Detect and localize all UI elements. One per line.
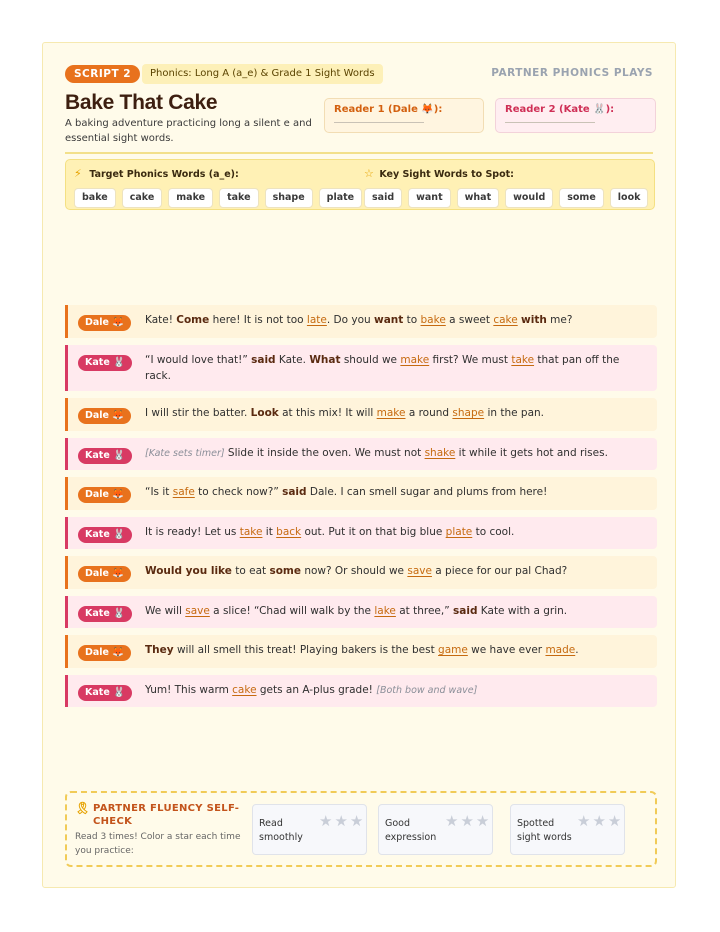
reader-2-box[interactable] (495, 98, 656, 133)
sight-word-chip: some (559, 188, 604, 208)
star-icon[interactable]: ★ (577, 812, 593, 830)
plain-text: a sweet (445, 314, 494, 326)
line-text (145, 407, 544, 419)
plain-text: . (575, 644, 579, 656)
sight-word: Look (250, 407, 279, 419)
plain-text: we have ever (467, 644, 546, 656)
phonics-word: back (276, 526, 302, 538)
sight-word-chip: said (364, 188, 402, 208)
phonics-word: game (438, 644, 468, 656)
speaker-badge: Dale 🦊 (78, 487, 131, 503)
phonics-word: lake (374, 605, 396, 617)
speaker-badge: Kate 🐰 (78, 527, 132, 543)
stage-direction: [Kate sets timer] (145, 448, 225, 459)
skill-label: Good expression (385, 818, 437, 843)
phonics-word: take (511, 354, 535, 366)
plain-text: “I would love that!” (145, 354, 252, 366)
line-text (145, 605, 567, 617)
reader-1-label: Reader 1 (Dale 🦊): (334, 104, 443, 115)
line-text (145, 565, 567, 577)
sight-word: Come (176, 314, 210, 326)
plain-text: that pan off the rack. (145, 354, 620, 382)
speaker-badge: Kate 🐰 (78, 448, 132, 464)
sight-word-chip: would (505, 188, 553, 208)
line-text (145, 684, 477, 696)
phonics-word-chip: shape (265, 188, 313, 208)
plain-text: . Do you (326, 314, 375, 326)
reader-2-label: Reader 2 (Kate 🐰): (505, 104, 615, 115)
sight-word-chip: look (610, 188, 649, 208)
plain-text: a round (405, 407, 453, 419)
phonics-word: make (400, 354, 430, 366)
line-text (145, 447, 608, 459)
worksheet-page (42, 42, 676, 888)
line-text (145, 354, 619, 382)
dialogue-line (65, 305, 657, 338)
star-icon[interactable]: ★ (319, 812, 335, 830)
dialogue-line (65, 556, 657, 589)
skill-label: Read smoothly (259, 818, 303, 843)
plain-text: out. Put it on that big blue (301, 526, 446, 538)
top-bar (65, 64, 653, 84)
line-text (145, 526, 514, 538)
sight-word: some (269, 565, 301, 577)
plain-text: in the pan. (484, 407, 545, 419)
plain-text: Kate with a grin. (477, 605, 568, 617)
plain-text: now? Or should we (301, 565, 408, 577)
plain-text: it (262, 526, 277, 538)
ribbon-icon: 🎗 (75, 801, 91, 815)
plain-text: Slide it inside the oven. We must not (224, 447, 425, 459)
sight-word: They (145, 644, 174, 656)
self-check-description: Read 3 times! Color a star each time you practice: (75, 832, 241, 856)
sight-word: want (374, 314, 404, 326)
star-icon[interactable]: ★ (445, 812, 461, 830)
dialogue-line (65, 477, 657, 510)
line-text (145, 644, 579, 656)
phonics-word-chip: bake (74, 188, 116, 208)
speaker-badge: Dale 🦊 (78, 645, 131, 661)
fluency-self-check (65, 791, 657, 867)
plain-text: to eat (231, 565, 270, 577)
page-title: Bake That Cake (65, 91, 218, 114)
phonics-word: shape (452, 407, 485, 419)
phonics-word: make (376, 407, 406, 419)
skill-label: Spotted sight words (517, 818, 572, 843)
plain-text: at this mix! It will (278, 407, 377, 419)
phonics-word: safe (172, 486, 195, 498)
plain-text: a piece for our pal Chad? (431, 565, 568, 577)
plain-text: “Is it (145, 486, 173, 498)
star-rating (319, 812, 366, 830)
self-check-skill (378, 804, 493, 855)
dialogue-line (65, 438, 657, 470)
speaker-badge: Kate 🐰 (78, 355, 132, 371)
phonics-words-section (74, 168, 368, 208)
dialogue-script (65, 305, 657, 714)
brand-label: PARTNER PHONICS PLAYS (491, 67, 653, 79)
self-check-skill (510, 804, 625, 855)
sight-word: said (251, 354, 276, 366)
speaker-badge: Kate 🐰 (78, 685, 132, 701)
plain-text: gets an A-plus grade! (256, 684, 377, 696)
star-rating (577, 812, 624, 830)
speaker-badge: Dale 🦊 (78, 566, 131, 582)
sight-word: What (309, 354, 341, 366)
sight-word: said (453, 605, 478, 617)
phonics-word: take (239, 526, 263, 538)
sight-word: said (282, 486, 307, 498)
plain-text: I will stir the batter. (145, 407, 251, 419)
dialogue-line (65, 635, 657, 668)
phonics-word-chip: make (168, 188, 213, 208)
lightning-icon: ⚡ (74, 167, 82, 180)
word-bank-panel (65, 159, 655, 210)
reader-2-name-line[interactable] (505, 122, 595, 123)
plain-text: Kate. (275, 354, 310, 366)
plain-text: should we (340, 354, 401, 366)
plain-text: a slice! “Chad will walk by the (209, 605, 375, 617)
plain-text: Kate! (145, 314, 177, 326)
phonics-heading: Target Phonics Words (a_e): (89, 169, 239, 180)
dialogue-line (65, 675, 657, 707)
plain-text: to (403, 314, 421, 326)
star-icon[interactable]: ★ (475, 812, 492, 830)
plain-text: at three,” (395, 605, 454, 617)
phonics-word: save (185, 605, 210, 617)
star-rating (445, 812, 492, 830)
star-icon[interactable]: ★ (334, 812, 350, 830)
star-icon: ☆ (364, 167, 374, 180)
star-icon[interactable]: ★ (607, 812, 624, 830)
star-icon[interactable]: ★ (592, 812, 608, 830)
page-subtitle: A baking adventure practicing long a silent e and essential sight words. (65, 118, 312, 144)
plain-text: to check now?” (194, 486, 283, 498)
phonics-word-chip: cake (122, 188, 163, 208)
phonics-word-chip: plate (319, 188, 362, 208)
plain-text: it while it gets hot and rises. (455, 447, 608, 459)
reader-1-name-line[interactable] (334, 122, 424, 123)
self-check-skill (252, 804, 367, 855)
sight-word-chip: what (457, 188, 500, 208)
dialogue-line (65, 517, 657, 549)
dialogue-line (65, 345, 657, 391)
plain-text: We will (145, 605, 186, 617)
phonics-word: bake (420, 314, 446, 326)
sight-word-chip: want (408, 188, 451, 208)
speaker-badge: Dale 🦊 (78, 408, 131, 424)
header-divider (65, 152, 653, 154)
phonics-word: shake (424, 447, 456, 459)
dialogue-line (65, 398, 657, 431)
plain-text: Yum! This warm (145, 684, 233, 696)
plain-text: It is ready! Let us (145, 526, 240, 538)
sight-words-section (364, 168, 654, 208)
plain-text: here! It is not too (209, 314, 307, 326)
sight-word: with (521, 314, 547, 326)
star-icon[interactable]: ★ (349, 812, 366, 830)
sight-heading: Key Sight Words to Spot: (379, 169, 514, 180)
plain-text: will all smell this treat! Playing bakers is the best (173, 644, 439, 656)
speaker-badge: Dale 🦊 (78, 315, 131, 331)
self-check-title: PARTNER FLUENCY SELF-CHECK (93, 803, 240, 827)
phonics-word: plate (445, 526, 473, 538)
dialogue-line (65, 596, 657, 628)
plain-text: me? (546, 314, 573, 326)
sight-word: Would you like (145, 565, 232, 577)
sight-chip-list (364, 185, 654, 208)
line-text (145, 486, 547, 498)
reader-1-box[interactable] (324, 98, 484, 133)
stage-direction: [Both bow and wave] (376, 685, 478, 696)
star-icon[interactable]: ★ (460, 812, 476, 830)
topic-tag: Phonics: Long A (a_e) & Grade 1 Sight Words (142, 64, 383, 84)
phonics-word-chip: take (219, 188, 258, 208)
plain-text: to cool. (472, 526, 515, 538)
line-text (145, 314, 572, 326)
plain-text: first? We must (429, 354, 512, 366)
phonics-word: save (407, 565, 432, 577)
phonics-word: late (306, 314, 327, 326)
phonics-chip-list (74, 185, 368, 208)
phonics-word: made (545, 644, 576, 656)
script-badge: SCRIPT 2 (65, 65, 140, 83)
speaker-badge: Kate 🐰 (78, 606, 132, 622)
plain-text: Dale. I can smell sugar and plums from here! (306, 486, 548, 498)
phonics-word: cake (232, 684, 257, 696)
phonics-word: cake (493, 314, 518, 326)
